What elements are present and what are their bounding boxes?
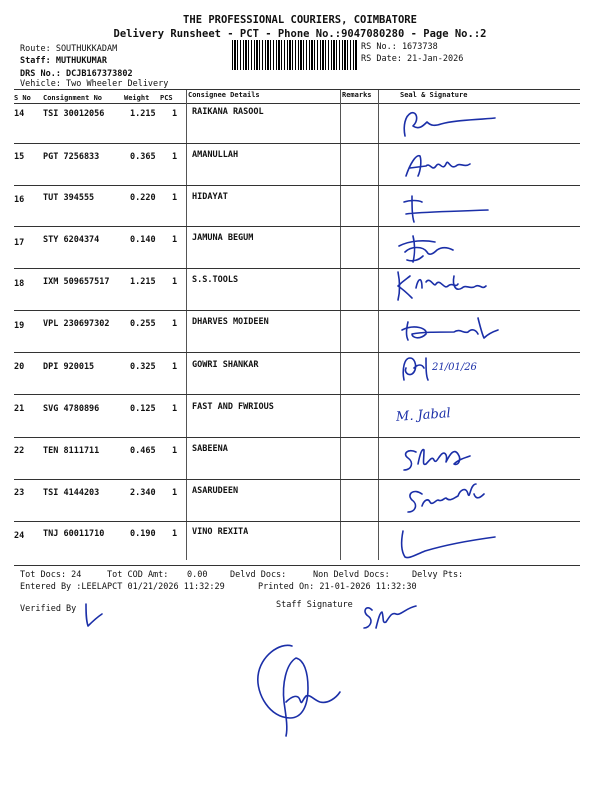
rs-number: RS No.: 1673738 bbox=[361, 42, 438, 52]
row-pcs: 1 bbox=[172, 529, 178, 539]
col-header-seal-signature: Seal & Signature bbox=[400, 91, 468, 99]
table-header-rule bbox=[14, 103, 580, 104]
row-consignment: PGT 7256833 bbox=[43, 152, 100, 162]
row-pcs: 1 bbox=[172, 109, 178, 119]
row-consignment: STY 6204374 bbox=[43, 235, 100, 245]
column-divider bbox=[340, 90, 341, 560]
signature-row-23 bbox=[400, 480, 500, 518]
staff-signature-large bbox=[250, 632, 350, 742]
total-docs: Tot Docs: 24 bbox=[20, 570, 82, 580]
row-consignment: TNJ 60011710 bbox=[43, 529, 105, 539]
row-weight: 0.190 bbox=[130, 529, 156, 539]
total-cod-value: 0.00 bbox=[187, 570, 208, 580]
col-header-consignee: Consignee Details bbox=[188, 91, 260, 99]
signature-row-18 bbox=[392, 268, 502, 304]
drs-label: DRS No.: DCJB167373802 bbox=[20, 69, 133, 79]
company-title: THE PROFESSIONAL COURIERS, COIMBATORE bbox=[183, 14, 417, 26]
route-label: Route: SOUTHUKKADAM bbox=[20, 44, 118, 54]
row-sno: 15 bbox=[14, 152, 25, 162]
signature-row-16 bbox=[398, 192, 498, 226]
row-pcs: 1 bbox=[172, 404, 178, 414]
col-header-pcs: PCS bbox=[160, 94, 173, 102]
row-separator bbox=[14, 437, 580, 438]
row-consignee: RAIKANA RASOOL bbox=[192, 107, 264, 117]
row-pcs: 1 bbox=[172, 362, 178, 372]
barcode bbox=[232, 40, 358, 70]
staff-signature-small bbox=[360, 598, 440, 638]
col-header-weight: Weight bbox=[124, 94, 150, 102]
row-separator bbox=[14, 226, 580, 227]
row-consignee: VINO REXITA bbox=[192, 527, 249, 537]
row-sno: 23 bbox=[14, 488, 25, 498]
row-consignment: VPL 230697302 bbox=[43, 319, 110, 329]
signature-row-14 bbox=[395, 108, 505, 142]
row-sno: 17 bbox=[14, 238, 25, 248]
row-weight: 2.340 bbox=[130, 488, 156, 498]
row-consignee: SABEENA bbox=[192, 444, 228, 454]
signature-row-21: M. Jabal bbox=[395, 406, 452, 425]
row-consignment: TUT 394555 bbox=[43, 193, 95, 203]
row-sno: 19 bbox=[14, 321, 25, 331]
row-pcs: 1 bbox=[172, 235, 178, 245]
table-top-rule bbox=[14, 89, 580, 90]
row-consignment: TEN 8111711 bbox=[43, 446, 100, 456]
staff-signature-label: Staff Signature bbox=[276, 600, 353, 610]
row-sno: 14 bbox=[14, 109, 25, 119]
row-sno: 16 bbox=[14, 195, 25, 205]
row-weight: 0.125 bbox=[130, 404, 156, 414]
signature-row-24 bbox=[395, 525, 505, 565]
row-weight: 0.325 bbox=[130, 362, 156, 372]
signature-row-15 bbox=[400, 150, 500, 182]
row-consignee: S.S.TOOLS bbox=[192, 275, 239, 285]
row-separator bbox=[14, 185, 580, 186]
delivery-points: Delvy Pts: bbox=[412, 570, 464, 580]
row-consignee: HIDAYAT bbox=[192, 192, 228, 202]
row-consignment: IXM 509657517 bbox=[43, 277, 110, 287]
non-delivered-docs: Non Delvd Docs: bbox=[313, 570, 390, 580]
row-sno: 22 bbox=[14, 446, 25, 456]
col-header-consignment: Consignment No bbox=[43, 94, 103, 102]
rs-date: RS Date: 21-Jan-2026 bbox=[361, 54, 464, 64]
total-cod-label: Tot COD Amt: bbox=[107, 570, 169, 580]
row-consignment: SVG 4780896 bbox=[43, 404, 100, 414]
table-bottom-rule bbox=[14, 565, 580, 566]
row-sno: 18 bbox=[14, 279, 25, 289]
row-weight: 1.215 bbox=[130, 277, 156, 287]
runsheet-subtitle: Delivery Runsheet - PCT - Phone No.:9047080280 - Page No.:2 bbox=[113, 28, 487, 40]
staff-label: Staff: MUTHUKUMAR bbox=[20, 56, 107, 66]
row-separator bbox=[14, 143, 580, 144]
row-consignee: JAMUNA BEGUM bbox=[192, 233, 254, 243]
row-sno: 24 bbox=[14, 531, 25, 541]
verified-by-signature bbox=[78, 600, 108, 630]
signature-row-19 bbox=[398, 314, 508, 348]
row-weight: 0.255 bbox=[130, 319, 156, 329]
delivered-docs: Delvd Docs: bbox=[230, 570, 287, 580]
row-pcs: 1 bbox=[172, 277, 178, 287]
row-separator bbox=[14, 310, 580, 311]
row-weight: 1.215 bbox=[130, 109, 156, 119]
row-weight: 0.365 bbox=[130, 152, 156, 162]
row-consignment: TSI 4144203 bbox=[43, 488, 100, 498]
row-weight: 0.220 bbox=[130, 193, 156, 203]
signature-date-row-20: 21/01/26 bbox=[432, 362, 477, 373]
signature-row-17 bbox=[395, 232, 495, 268]
row-pcs: 1 bbox=[172, 488, 178, 498]
column-divider bbox=[378, 90, 379, 560]
col-header-sno: S No bbox=[14, 94, 31, 102]
col-header-remarks: Remarks bbox=[342, 91, 372, 99]
row-consignee: AMANULLAH bbox=[192, 150, 239, 160]
row-consignee: DHARVES MOIDEEN bbox=[192, 317, 269, 327]
row-consignee: GOWRI SHANKAR bbox=[192, 360, 259, 370]
column-divider bbox=[186, 90, 187, 560]
entered-by: Entered By :LEELAPCT 01/21/2026 11:32:29 bbox=[20, 582, 225, 592]
row-consignment: DPI 920015 bbox=[43, 362, 95, 372]
row-separator bbox=[14, 521, 580, 522]
row-weight: 0.465 bbox=[130, 446, 156, 456]
row-consignee: FAST AND FWRIOUS bbox=[192, 402, 274, 412]
printed-on: Printed On: 21-01-2026 11:32:30 bbox=[258, 582, 417, 592]
row-consignee: ASARUDEEN bbox=[192, 486, 239, 496]
row-pcs: 1 bbox=[172, 446, 178, 456]
vehicle-label: Vehicle: Two Wheeler Delivery bbox=[20, 79, 169, 89]
signature-row-22 bbox=[398, 440, 498, 480]
row-separator bbox=[14, 394, 580, 395]
row-pcs: 1 bbox=[172, 193, 178, 203]
row-sno: 21 bbox=[14, 404, 25, 414]
verified-by-label: Verified By bbox=[20, 604, 77, 614]
row-weight: 0.140 bbox=[130, 235, 156, 245]
row-consignment: TSI 30012056 bbox=[43, 109, 105, 119]
row-sno: 20 bbox=[14, 362, 25, 372]
row-pcs: 1 bbox=[172, 319, 178, 329]
row-pcs: 1 bbox=[172, 152, 178, 162]
